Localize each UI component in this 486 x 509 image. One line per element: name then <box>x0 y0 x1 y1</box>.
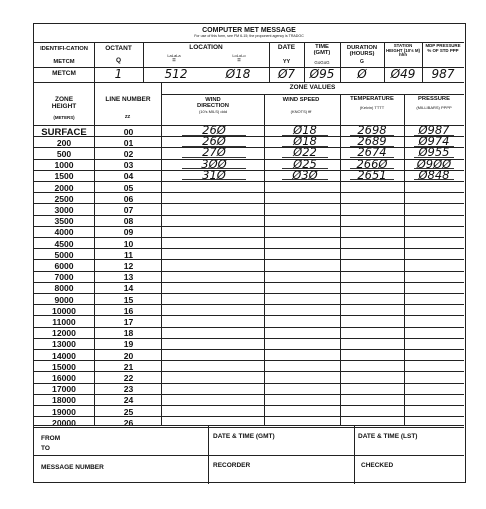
zone-height-cell: 8000 <box>54 283 74 294</box>
line-number-cell: 11 <box>123 249 134 260</box>
zone-height-cell: 5000 <box>54 249 74 260</box>
zone-height-cell: 500 <box>56 148 72 159</box>
wind-direction-cell[interactable]: 27Ø <box>202 145 226 160</box>
line-number-cell: 22 <box>123 372 134 383</box>
date-time-lst-label: DATE & TIME (LST) <box>358 433 418 440</box>
zone-height-cell: 200 <box>56 137 72 148</box>
form-title: COMPUTER MET MESSAGE <box>202 27 296 34</box>
zone-height-cell: 2500 <box>54 193 74 204</box>
zone-height-cell: 16000 <box>52 372 76 383</box>
line-number-cell: 17 <box>123 316 134 327</box>
station-height-label: STATION HEIGHT (10's M) hhh <box>386 43 420 58</box>
table-row <box>34 226 464 237</box>
table-row <box>34 383 464 394</box>
zone-height-cell: 20000 <box>52 417 76 428</box>
temperature-cell[interactable]: 2689 <box>357 134 387 149</box>
wind-speed-cell[interactable]: Ø18 <box>293 134 317 149</box>
line-number-cell: 15 <box>123 294 134 305</box>
wind-speed-cell[interactable]: Ø3Ø <box>292 167 318 182</box>
wind-speed-cell[interactable]: Ø22 <box>293 145 317 160</box>
metcm-duration-value[interactable]: Ø <box>357 67 367 81</box>
table-row <box>34 405 464 416</box>
zone-height-cell: 1500 <box>54 171 74 182</box>
table-row <box>34 271 464 282</box>
pressure-cell[interactable]: Ø987 <box>418 123 450 137</box>
metcm-station-height-value[interactable]: Ø49 <box>390 67 416 81</box>
line-number-cell: 03 <box>123 160 134 171</box>
zone-height-cell: 12000 <box>52 328 76 339</box>
table-row <box>34 237 464 248</box>
zone-height-cell: 10000 <box>52 305 76 316</box>
zone-height-cell: 13000 <box>52 339 76 350</box>
identification-label: IDENTIFI-CATION <box>40 46 88 52</box>
zone-height-cell: 4000 <box>54 227 74 238</box>
temperature-cell[interactable]: 2698 <box>357 123 387 137</box>
checked-label: CHECKED <box>361 462 394 469</box>
wind-direction-cell[interactable]: 26Ø <box>202 134 226 149</box>
line-number-cell: 04 <box>123 171 134 182</box>
line-number-cell: 10 <box>123 238 134 249</box>
zone-height-cell: 18000 <box>52 395 76 406</box>
line-number-cell: 24 <box>123 395 134 406</box>
line-number-cell: 01 <box>123 137 134 148</box>
line-number-cell: 06 <box>123 193 134 204</box>
to-label: TO <box>41 445 50 452</box>
line-number-cell: 09 <box>123 227 134 238</box>
row-divider <box>34 427 464 428</box>
duration-code: G <box>360 59 364 65</box>
pressure-heading: PRESSURE <box>418 96 450 102</box>
date-time-gmt-label: DATE & TIME (GMT) <box>213 433 275 440</box>
pressure-cell[interactable]: Ø955 <box>418 145 450 160</box>
line-number-cell: 19 <box>123 339 134 350</box>
line-number-cell: 08 <box>123 216 134 227</box>
zone-height-heading: ZONE HEIGHT <box>51 96 77 111</box>
message-number-label: MESSAGE NUMBER <box>41 464 104 471</box>
zone-height-cell: 14000 <box>52 350 76 361</box>
zone-height-cell: 1000 <box>54 160 74 171</box>
table-row <box>34 304 464 315</box>
line-number-code: ZZ <box>124 114 131 119</box>
pressure-cell[interactable]: Ø848 <box>418 167 450 182</box>
line-number-cell: 20 <box>123 350 134 361</box>
zone-height-unit: (METERS) <box>53 115 75 120</box>
duration-label: DURATION (HOURS) <box>346 45 378 58</box>
time-code: GoGoG <box>314 60 330 65</box>
octant-code: Q <box>115 57 122 64</box>
mdp-pressure-label: MDP PRESSURE % OF STD PPP <box>425 43 461 53</box>
line-number-cell: 18 <box>123 328 134 339</box>
wind-direction-cell[interactable]: 31Ø <box>202 167 226 182</box>
table-row <box>34 167 464 182</box>
form-subtitle: For use of this form, see FM 6-15; the proponent agency is TRADOC <box>194 34 304 38</box>
temperature-heading: TEMPERATURE <box>350 96 394 102</box>
line-number-cell: 13 <box>123 272 134 283</box>
zone-height-cell: SURFACE <box>41 126 87 138</box>
metcm-location-a-value[interactable]: 512 <box>164 67 188 81</box>
date-code: YY <box>282 59 291 65</box>
zone-height-cell: 6000 <box>54 260 74 271</box>
zone-height-cell: 19000 <box>52 406 76 417</box>
line-number-cell: 00 <box>123 126 134 137</box>
location-label: LOCATION <box>189 44 223 51</box>
table-row <box>34 181 464 192</box>
pressure-unit: (MILLIBARS) PPPP <box>416 105 452 110</box>
time-label: TIME (GMT) <box>313 44 331 57</box>
metcm-octant-value[interactable]: 1 <box>114 67 123 81</box>
zone-height-cell: 11000 <box>52 316 76 327</box>
zone-height-cell: 3000 <box>54 204 74 215</box>
wind-direction-cell[interactable]: 26Ø <box>202 123 226 137</box>
line-number-cell: 16 <box>123 305 134 316</box>
wind-speed-heading: WIND SPEED <box>282 97 320 103</box>
temperature-cell[interactable]: 266Ø <box>356 156 388 171</box>
wind-speed-cell[interactable]: Ø25 <box>293 156 317 171</box>
temperature-unit: (Kelvin) TTTT <box>359 105 385 110</box>
wind-direction-heading: WIND DIRECTION <box>197 97 229 110</box>
zone-height-cell: 7000 <box>54 272 74 283</box>
line-number-cell: 07 <box>123 204 134 215</box>
table-row <box>34 203 464 214</box>
metcm-location-b-value[interactable]: Ø18 <box>225 67 251 81</box>
metcm-mdp-pressure-value[interactable]: 987 <box>431 67 455 81</box>
line-number-cell: 23 <box>123 384 134 395</box>
metcm-date-value[interactable]: Ø7 <box>277 67 296 81</box>
table-row <box>34 394 464 405</box>
wind-speed-unit: (KNOTS) fff <box>290 109 312 114</box>
location-sub-a: LaLaLa <box>167 53 181 58</box>
location-sub-b: LoLoLo <box>232 53 246 58</box>
table-row <box>34 248 464 259</box>
met-message-form: COMPUTER MET MESSAGE For use of this form, see FM 6-15; the proponent agency is TRADOC IDENTIFI-CATION METCM OCTANT Q LOCATION LaLaLa LoLoLo = = DATE YY TIME (GMT) GoGoG DURATION (HOURS) G STATION HEIGHT (10's M) hhh MDP PRESSURE % OF STD PPP METCM 1 512 Ø18 Ø7 Ø95 Ø Ø49 987 ZONE VALUES ZONE HEIGHT (METERS) LINE NUMBER ZZ WIND DIRECTION (10's MILS) ddd WIND SPEED (KNOTS) fff TEMPERATURE (Kelvin) TTTT PRESSURE (MILLIBARS) PPPP SURFACE 00 26Ø Ø18 2698 Ø987 200 01 26Ø Ø18 2689 Ø974 500 02 27Ø Ø22 2674 Ø955 1000 03 3ØØ Ø25 266Ø Ø9ØØ 1500 04 31Ø Ø3Ø 2651 Ø848 2000 05 2500 06 3000 07 3500 08 4000 09 4500 10 5000 11 6000 12 7000 13 8000 14 9000 15 10000 16 11000 17 12000 18 13000 19 14000 20 15000 21 16000 22 17000 23 18000 24 19000 25 20000 26 FROM TO DATE & TIME (GMT) DATE & TIME (LST) MESSAGE NUMBER RECORDER CHECKED <box>33 23 466 483</box>
table-row <box>34 338 464 349</box>
table-row <box>34 315 464 326</box>
table-row <box>34 293 464 304</box>
table-row <box>34 215 464 226</box>
temperature-cell[interactable]: 2651 <box>357 167 387 182</box>
line-number-cell: 02 <box>123 148 134 159</box>
line-number-cell: 26 <box>123 417 134 428</box>
date-label: DATE <box>277 44 296 51</box>
pressure-cell[interactable]: Ø974 <box>418 134 450 149</box>
zone-height-cell: 4500 <box>54 238 74 249</box>
wind-speed-cell[interactable]: Ø18 <box>293 123 317 137</box>
wind-direction-cell[interactable]: 3ØØ <box>201 156 227 171</box>
identification-code: METCM <box>53 59 75 65</box>
zone-height-cell: 2000 <box>54 182 74 193</box>
zone-height-cell: 15000 <box>52 361 76 372</box>
recorder-label: RECORDER <box>213 462 251 469</box>
line-number-heading: LINE NUMBER <box>105 96 151 103</box>
zone-height-cell: 17000 <box>52 384 76 395</box>
table-row <box>34 327 464 338</box>
octant-label: OCTANT <box>105 45 132 52</box>
table-row <box>34 360 464 371</box>
line-number-cell: 12 <box>123 260 134 271</box>
table-row <box>34 349 464 360</box>
line-number-cell: 14 <box>123 283 134 294</box>
zone-height-cell: 9000 <box>54 294 74 305</box>
line-number-cell: 05 <box>123 182 134 193</box>
line-number-cell: 25 <box>123 406 134 417</box>
table-row <box>34 192 464 203</box>
zone-height-cell: 3500 <box>54 216 74 227</box>
temperature-cell[interactable]: 2674 <box>357 145 387 160</box>
from-label: FROM <box>41 435 61 442</box>
line-number-cell: 21 <box>123 361 134 372</box>
wind-direction-unit: (10's MILS) ddd <box>198 109 228 114</box>
table-row <box>34 282 464 293</box>
metcm-row-label: METCM <box>52 70 76 77</box>
metcm-time-value[interactable]: Ø95 <box>309 67 335 81</box>
zone-values-heading: ZONE VALUES <box>289 84 336 91</box>
table-row <box>34 259 464 270</box>
pressure-cell[interactable]: Ø9ØØ <box>416 156 452 171</box>
table-row <box>34 371 464 382</box>
